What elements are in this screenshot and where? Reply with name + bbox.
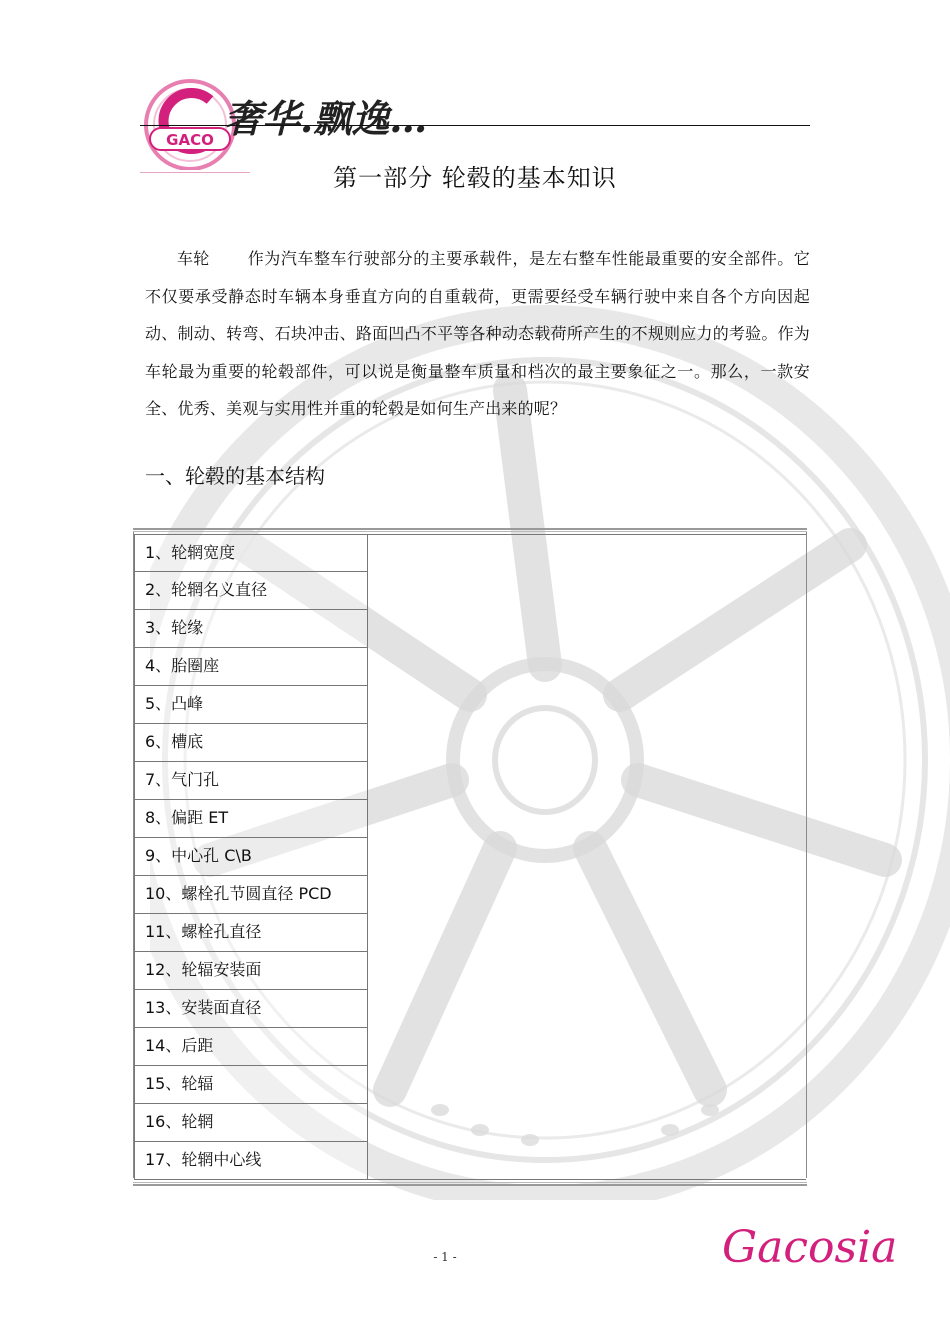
list-item: 17、轮辋中心线 bbox=[134, 1142, 368, 1180]
list-item: 10、螺栓孔节圆直径 PCD bbox=[134, 876, 368, 914]
list-item: 1、轮辋宽度 bbox=[134, 534, 368, 572]
gacosia-logo: Gacosia bbox=[722, 1222, 898, 1273]
list-item: 13、安装面直径 bbox=[134, 990, 368, 1028]
page-number: - 1 - bbox=[433, 1250, 457, 1264]
list-item: 15、轮辐 bbox=[134, 1066, 368, 1104]
list-item: 6、槽底 bbox=[134, 724, 368, 762]
header-rule bbox=[140, 125, 810, 126]
list-item: 9、中心孔 C\B bbox=[134, 838, 368, 876]
svg-text:奢华.飘逸…: 奢华.飘逸… bbox=[224, 96, 428, 141]
table-bottom-border bbox=[133, 1182, 807, 1186]
list-item: 2、轮辋名义直径 bbox=[134, 572, 368, 610]
page-title: 第一部分 轮毂的基本知识 bbox=[333, 164, 617, 192]
table-top-border bbox=[133, 528, 807, 532]
intro-body: 作为汽车整车行驶部分的主要承载件，是左右整车性能最重要的安全部件。它不仅要承受静态时车辆本身垂直方向的自重载荷，更需要经受车辆行驶中来自各个方向因起动、制动、转弯、石块冲击、路面凹凸不平等各种动态载荷所产生的不规则应力的考验。作为车轮最为重要的轮毂部件，可以说是衡量整车质量和档次的最主要象征之一。那么，一款安全、优秀、美观与实用性并重的轮毂是如何生产出来的呢？ bbox=[145, 249, 810, 418]
intro-lead-word: 车轮 bbox=[177, 249, 210, 268]
section-heading: 一、轮毂的基本结构 bbox=[145, 464, 325, 488]
list-item: 3、轮缘 bbox=[134, 610, 368, 648]
table-right-border bbox=[806, 532, 807, 1178]
list-item: 12、轮辐安装面 bbox=[134, 952, 368, 990]
svg-text:GACO: GACO bbox=[166, 131, 214, 149]
parts-list bbox=[134, 534, 368, 1180]
list-item: 16、轮辋 bbox=[134, 1104, 368, 1142]
list-item: 4、胎圈座 bbox=[134, 648, 368, 686]
list-item: 14、后距 bbox=[134, 1028, 368, 1066]
list-item: 7、气门孔 bbox=[134, 762, 368, 800]
intro-paragraph bbox=[145, 240, 810, 428]
list-item: 8、偏距 ET bbox=[134, 800, 368, 838]
list-item: 5、凸峰 bbox=[134, 686, 368, 724]
handwritten-slogan bbox=[222, 88, 472, 148]
list-item: 11、螺栓孔直径 bbox=[134, 914, 368, 952]
diagram-cell bbox=[368, 534, 806, 1180]
